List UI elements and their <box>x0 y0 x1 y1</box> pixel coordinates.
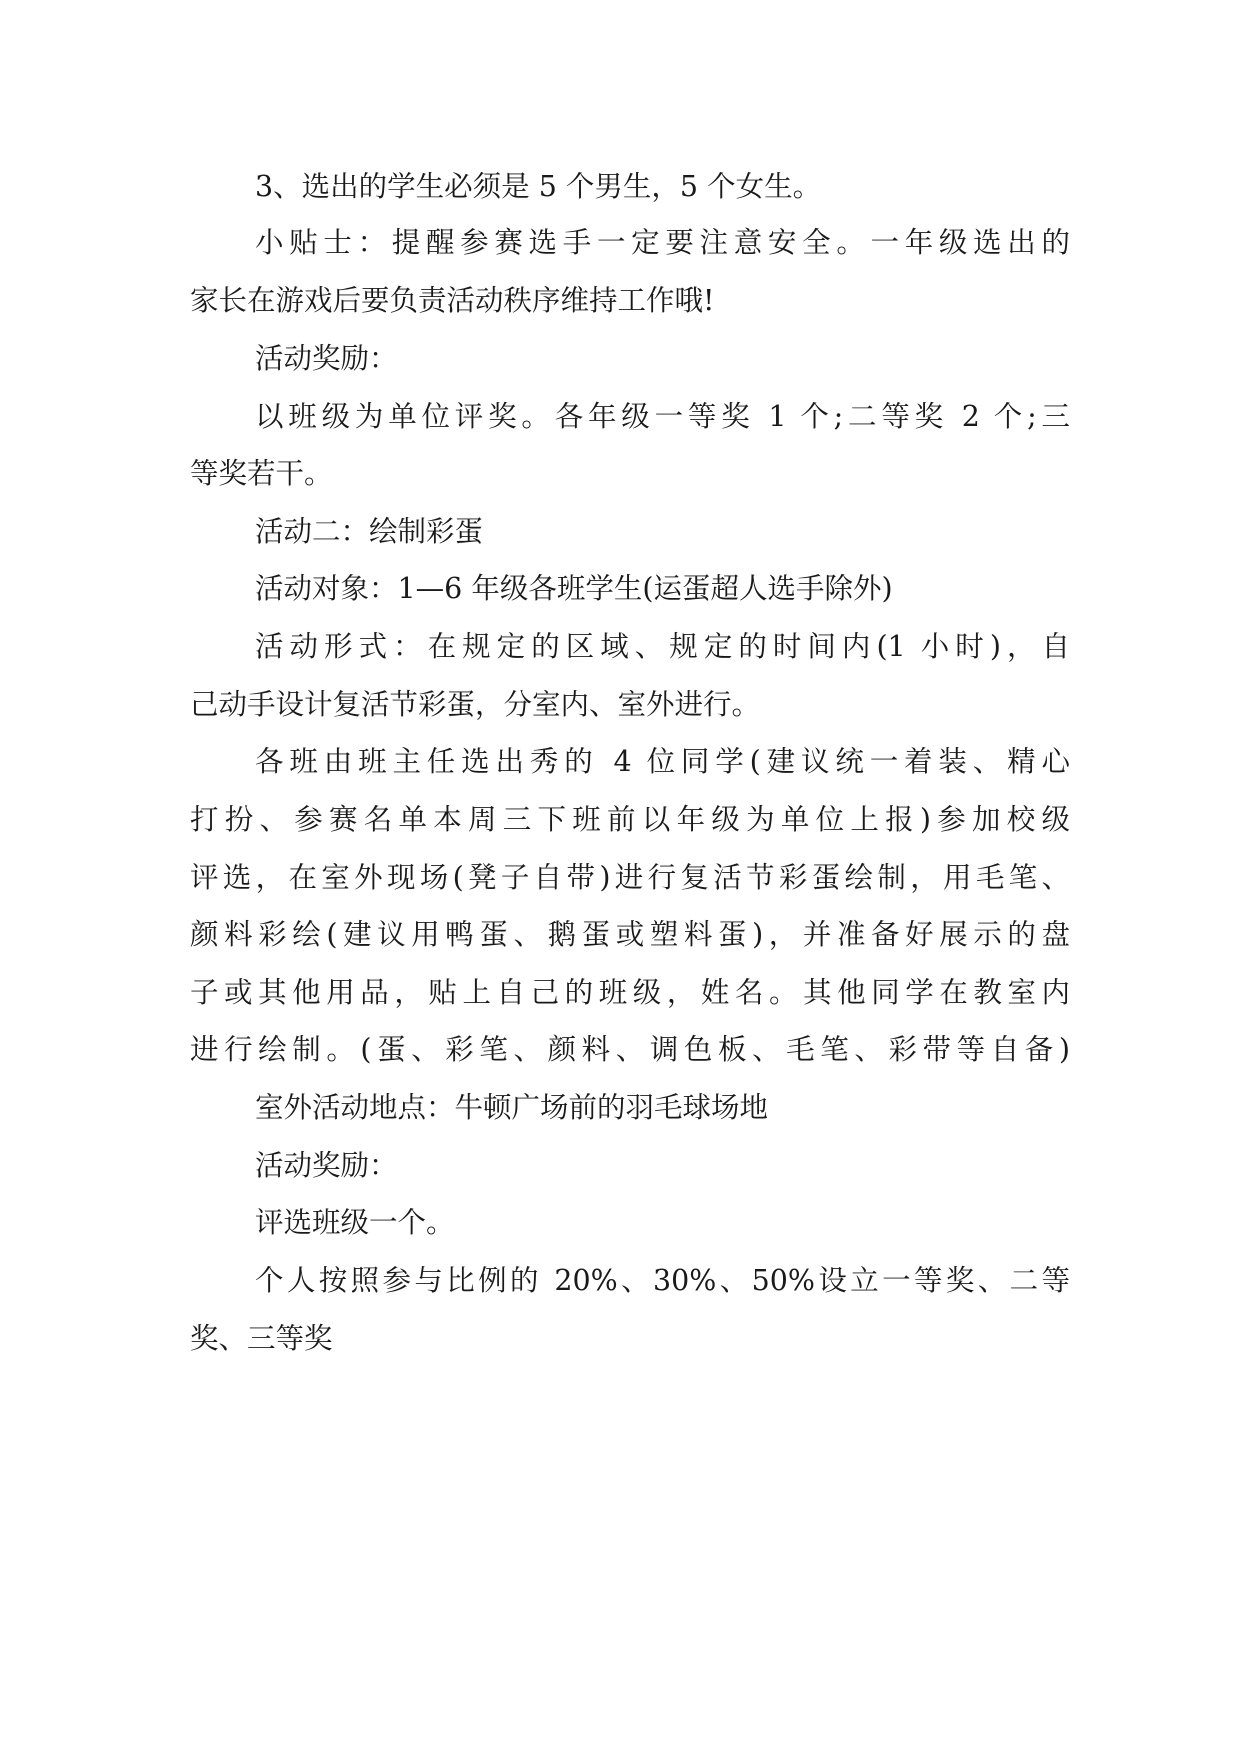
paragraph-line: 活动对象：1—6 年级各班学生(运蛋超人选手除外) <box>255 572 893 605</box>
paragraph-line: 进行绘制。(蛋、彩笔、颜料、调色板、毛笔、彩带等自备) <box>190 1033 1070 1066</box>
paragraph-line: 颜料彩绘(建议用鸭蛋、鹅蛋或塑料蛋)，并准备好展示的盘 <box>190 918 1070 951</box>
paragraph-line: 小贴士：提醒参赛选手一定要注意安全。一年级选出的 <box>255 226 1070 259</box>
section-heading: 活动奖励： <box>255 1149 398 1182</box>
paragraph-line: 活动形式：在规定的区域、规定的时间内(1 小时)，自 <box>255 630 1070 663</box>
paragraph-line: 评选，在室外现场(凳子自带)进行复活节彩蛋绘制，用毛笔、 <box>190 861 1070 894</box>
paragraph-line: 等奖若干。 <box>190 457 333 490</box>
paragraph-line: 子或其他用品，贴上自己的班级，姓名。其他同学在教室内 <box>190 976 1070 1009</box>
paragraph-line: 3、选出的学生必须是 5 个男生，5 个女生。 <box>255 170 822 203</box>
paragraph-line: 个人按照参与比例的 20%、30%、50%设立一等奖、二等 <box>255 1264 1070 1297</box>
paragraph-line: 家长在游戏后要负责活动秩序维持工作哦! <box>190 284 715 317</box>
section-heading: 活动奖励： <box>255 342 398 375</box>
paragraph-line: 以班级为单位评奖。各年级一等奖 1 个;二等奖 2 个;三 <box>255 400 1070 433</box>
paragraph-line: 奖、三等奖 <box>190 1322 333 1355</box>
paragraph-line: 评选班级一个。 <box>255 1206 455 1239</box>
section-heading: 活动二：绘制彩蛋 <box>255 515 484 548</box>
paragraph-line: 己动手设计复活节彩蛋，分室内、室外进行。 <box>190 688 761 721</box>
paragraph-line: 室外活动地点：牛顿广场前的羽毛球场地 <box>255 1091 769 1124</box>
paragraph-line: 各班由班主任选出秀的 4 位同学(建议统一着装、精心 <box>255 745 1070 778</box>
paragraph-line: 打扮、参赛名单本周三下班前以年级为单位上报)参加校级 <box>190 803 1070 836</box>
